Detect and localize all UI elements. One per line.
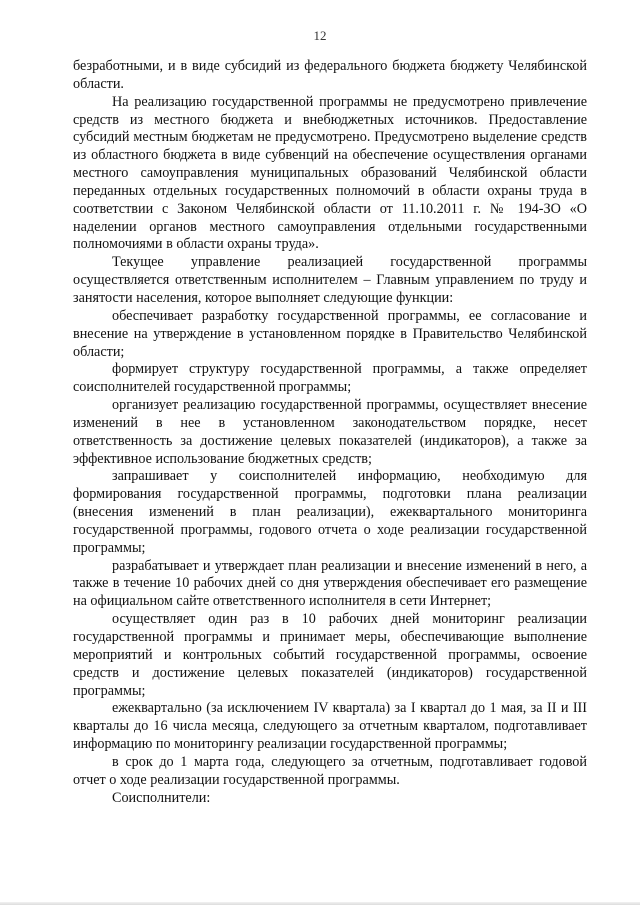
paragraph-continuation: безработными, и в виде субсидий из федерального бюджета бюджету Челябинской области. xyxy=(73,58,587,92)
function-item: обеспечивает разработку государственной программы, ее согласование и внесение на утверждение в установленном порядке в Правительство Челябинской области; xyxy=(73,307,587,360)
paragraph-coexecutors: Соисполнители: xyxy=(112,789,211,806)
function-item: запрашивает у соисполнителей информацию, необходимую для формирования государственной программы, подготовки плана реализации (внесения изменений в план реализации), ежеквартального мониторинга государственной программы, годового отчета о ходе реализации государственной программы; xyxy=(73,468,587,556)
paragraph-funding: На реализацию государственной программы не предусмотрено привлечение средств из местного бюджета и внебюджетных источников. Предоставление субсидий местным бюджетам не предусмотрено. Предусмотрено выделение средств из областного бюджета в виде субвенций на обеспечение осуществления органами местного самоуправления муниципальных образований Челябинской области переданных отдельных государственных полномочий в области охраны труда в соответствии с Законом Челябинской области от 11.10.2011 г. № 194-ЗО «О наделении органов местного самоуправления отдельными государственными полномочиями в области охраны труда». xyxy=(73,93,587,253)
function-item: разрабатывает и утверждает план реализации и внесение изменений в него, а также в течение 10 рабочих дней со дня утверждения обеспечивает его размещение на официальном сайте ответственного исполнителя в сети Интернет; xyxy=(73,557,587,610)
page-number: 12 xyxy=(313,28,327,43)
function-item: осуществляет один раз в 10 рабочих дней мониторинг реализации государственной программы и принимает меры, обеспечивающие выполнение мероприятий и контрольных событий государственной программы, освоение средств и достижение целевых показателей (индикаторов) государственной программы; xyxy=(73,611,587,699)
function-item: в срок до 1 марта года, следующего за отчетным, подготавливает годовой отчет о ходе реализации государственной программы. xyxy=(73,753,587,788)
document-body xyxy=(73,58,587,807)
function-item: формирует структуру государственной программы, а также определяет соисполнителей государственной программы; xyxy=(73,361,587,396)
paragraph-management: Текущее управление реализацией государственной программы осуществляется ответственным исполнителем – Главным управлением по труду и занятости населения, которое выполняет следующие функции: xyxy=(73,254,587,306)
function-item: ежеквартально (за исключением IV квартала) за I квартал до 1 мая, за II и III кварталы до 16 числа месяца, следующего за отчетным кварталом, подготавливает информацию по мониторингу реализации государственной программы; xyxy=(73,700,587,753)
function-item: организует реализацию государственной программы, осуществляет внесение изменений в нее в установленном законодательством порядке, несет ответственность за достижение целевых показателей (индикаторов), а также за эффективное использование бюджетных средств; xyxy=(73,397,587,467)
